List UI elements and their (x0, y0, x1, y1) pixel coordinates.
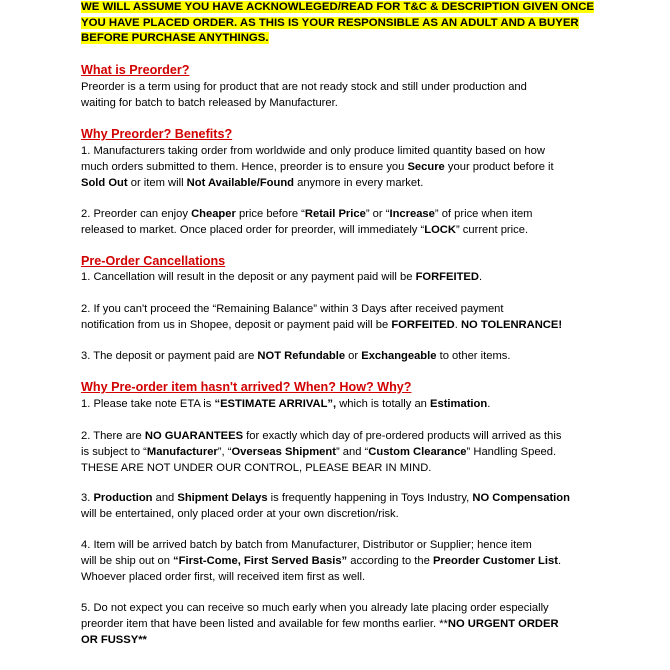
banner-line: BEFORE PURCHASE ANYTHINGS. (81, 32, 269, 44)
paragraph-what-is-preorder (81, 80, 591, 112)
text-line: Preorder is a term using for product that are not ready stock and still under production and (81, 81, 527, 93)
text-line: THESE ARE NOT UNDER OUR CONTROL, PLEASE BEAR IN MIND. (81, 461, 432, 474)
paragraph-arrival-5 (81, 601, 591, 648)
banner-line: WE WILL ASSUME YOU HAVE ACKNOWLEGED/READ FOR T&C & DESCRIPTION GIVEN ONCE (81, 1, 595, 13)
text-line: released to market. Once placed order for preorder, will immediately “LOCK” current price. (81, 223, 529, 236)
paragraph-benefit-1 (81, 144, 591, 191)
heading-why-preorder: Why Preorder? Benefits? (81, 127, 233, 141)
text-line: notification from us in Shopee, deposit or payment paid will be FORFEITED. NO TOLENRANCE! (81, 318, 563, 331)
text-line: will be entertained, only placed order at your own discretion/risk. (81, 507, 399, 520)
text-line: 2. There are NO GUARANTEES for exactly which day of pre-ordered products will arrived as this (81, 430, 562, 442)
text-line: 5. Do not expect you can receive so much early when you already late placing order especially (81, 602, 549, 614)
text-line: 2. Preorder can enjoy Cheaper price before “Retail Price” or “Increase” of price when item (81, 208, 533, 220)
text-line: will be ship out on “First-Come, First Served Basis” according to the Preorder Customer List. (81, 554, 562, 567)
paragraph-benefit-2 (81, 207, 591, 239)
text-line: Whoever placed order first, will received item first as well. (81, 570, 366, 583)
paragraph-cancel-2 (81, 302, 591, 334)
paragraph-arrival-2 (81, 429, 591, 476)
text-line: much orders submitted to them. Hence, preorder is to ensure you Secure your product before it (81, 160, 554, 173)
text-line: waiting for batch to batch released by Manufacturer. (81, 96, 338, 109)
banner-line: YOU HAVE PLACED ORDER. AS THIS IS YOUR RESPONSIBLE AS AN ADULT AND A BUYER (81, 16, 579, 29)
text-line: 1. Cancellation will result in the deposit or any payment paid will be FORFEITED. (81, 271, 483, 283)
text-line: 4. Item will be arrived batch by batch from Manufacturer, Distributor or Supplier; hence item (81, 539, 532, 551)
paragraph-arrival-3 (81, 491, 591, 523)
text-line: 3. Production and Shipment Delays is frequently happening in Toys Industry, NO Compensation (81, 492, 570, 504)
heading-what-is-preorder: What is Preorder? (81, 63, 190, 77)
warning-banner (81, 0, 594, 47)
text-line: OR FUSSY** (81, 633, 147, 646)
paragraph-cancel-3 (81, 349, 591, 365)
text-line: preorder item that have been listed and available for few months earlier. **NO URGENT ORDER (81, 617, 559, 630)
paragraph-cancel-1 (81, 270, 591, 286)
paragraph-arrival-1 (81, 397, 591, 413)
heading-arrival: Why Pre-order item hasn't arrived? When? How? Why? (81, 380, 412, 394)
text-line: 3. The deposit or payment paid are NOT Refundable or Exchangeable to other items. (81, 350, 511, 362)
text-line: Sold Out or item will Not Available/Found anymore in every market. (81, 176, 424, 189)
text-line: 1. Please take note ETA is “ESTIMATE ARRIVAL”, which is totally an Estimation. (81, 398, 491, 410)
text-line: 2. If you can't proceed the “Remaining Balance” within 3 Days after received payment (81, 303, 504, 315)
heading-cancellations: Pre-Order Cancellations (81, 254, 226, 268)
paragraph-arrival-4 (81, 538, 591, 585)
text-line: is subject to “Manufacturer”, “Overseas Shipment” and “Custom Clearance” Handling Speed. (81, 445, 557, 458)
text-line: 1. Manufacturers taking order from worldwide and only produce limited quantity based on how (81, 145, 545, 157)
